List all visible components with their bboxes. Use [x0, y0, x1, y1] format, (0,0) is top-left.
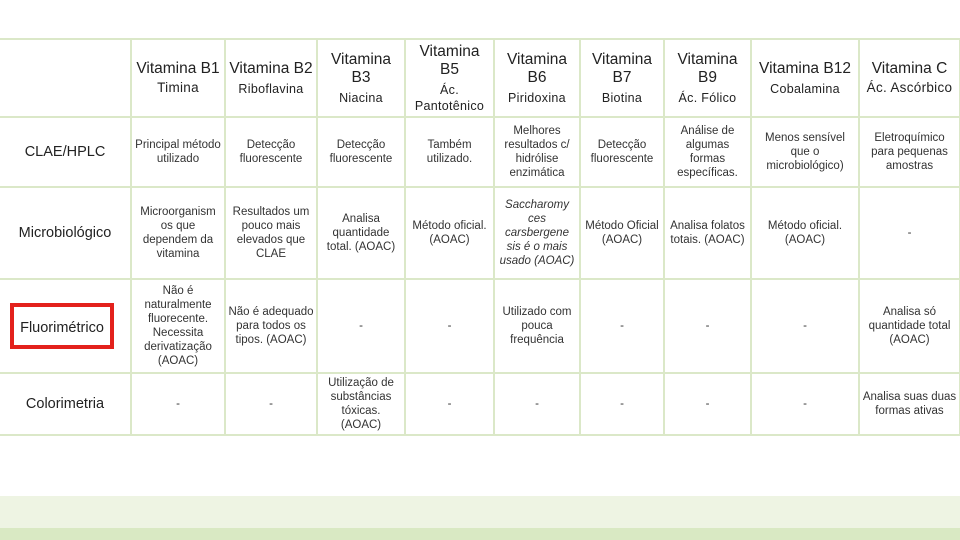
row-label: Microbiológico — [0, 187, 131, 279]
table-cell: - — [405, 373, 494, 435]
table-cell: - — [494, 373, 580, 435]
table-cell: Analisa suas duas formas ativas — [859, 373, 960, 435]
vitamin-name: Vitamina B6 — [506, 50, 568, 86]
vitamin-subname: Piridoxina — [508, 90, 566, 105]
footer-band-bottom — [0, 528, 960, 540]
table-cell: - — [225, 373, 317, 435]
row-label: CLAE/HPLC — [0, 117, 131, 187]
vitamin-subname: Timina — [157, 80, 199, 95]
header-b9 — [664, 39, 751, 117]
table-cell: Também utilizado. — [405, 117, 494, 187]
table-cell: - — [751, 279, 859, 373]
table-cell: Método oficial. (AOAC) — [405, 187, 494, 279]
table-row — [0, 117, 960, 187]
vitamin-methods-table — [0, 38, 960, 436]
header-row — [0, 39, 960, 117]
table-cell: Saccharomy ces carsbergene sis é o mais usado (AOAC) — [494, 187, 580, 279]
table-row — [0, 373, 960, 435]
corner-cell — [0, 39, 131, 117]
table-cell: Detecção fluorescente — [225, 117, 317, 187]
vitamin-methods-table-wrapper — [0, 38, 960, 436]
table-cell: Analisa quantidade total. (AOAC) — [317, 187, 405, 279]
vitamin-name: Vitamina B3 — [330, 50, 392, 86]
vitamin-name: Vitamina C — [871, 60, 948, 77]
table-cell: Não é naturalmente fluorecente. Necessita derivatização (AOAC) — [131, 279, 225, 373]
table-cell: - — [405, 279, 494, 373]
header-b7 — [580, 39, 664, 117]
vitamin-subname: Cobalamina — [770, 81, 840, 96]
table-cell: Melhores resultados c/ hidrólise enzimática — [494, 117, 580, 187]
header-b2 — [225, 39, 317, 117]
table-cell: Resultados um pouco mais elevados que CLAE — [225, 187, 317, 279]
table-cell: Menos sensível que o microbiológico) — [751, 117, 859, 187]
vitamin-name: Vitamina B2 — [229, 59, 313, 77]
table-cell: Principal método utilizado — [131, 117, 225, 187]
row-label-cell — [0, 279, 131, 373]
table-cell: Eletroquímico para pequenas amostras — [859, 117, 960, 187]
table-cell: Não é adequado para todos os tipos. (AOAC) — [225, 279, 317, 373]
table-row — [0, 187, 960, 279]
table-cell: Utilizado com pouca frequência — [494, 279, 580, 373]
table-cell: - — [664, 373, 751, 435]
table-cell: - — [131, 373, 225, 435]
header-b12 — [751, 39, 859, 117]
table-cell: - — [580, 279, 664, 373]
vitamin-subname: Ác. Ascórbico — [866, 80, 953, 95]
table-cell: Detecção fluorescente — [317, 117, 405, 187]
table-cell: Analisa folatos totais. (AOAC) — [664, 187, 751, 279]
table-cell: Método Oficial (AOAC) — [580, 187, 664, 279]
table-cell: - — [317, 279, 405, 373]
table-cell: - — [580, 373, 664, 435]
footer-band — [0, 496, 960, 528]
vitamin-name: Vitamina B9 — [677, 50, 738, 86]
vitamin-subname: Ác. Fólico — [678, 90, 737, 105]
vitamin-name: Vitamina B12 — [759, 59, 851, 77]
row-label: Fluorimétrico — [20, 320, 104, 336]
table-cell: Analisa só quantidade total (AOAC) — [859, 279, 960, 373]
table-row — [0, 279, 960, 373]
table-cell: - — [751, 373, 859, 435]
header-c — [859, 39, 960, 117]
vitamin-subname: Ác. Pantotênico — [414, 82, 485, 113]
vitamin-subname: Niacina — [339, 90, 383, 105]
table-cell: - — [859, 187, 960, 279]
vitamin-name: Vitamina B7 — [591, 50, 653, 86]
table-cell: Microorganism os que dependem da vitamina — [131, 187, 225, 279]
vitamin-subname: Riboflavina — [238, 81, 304, 96]
table-cell: Método oficial. (AOAC) — [751, 187, 859, 279]
table-cell: Detecção fluorescente — [580, 117, 664, 187]
header-b6 — [494, 39, 580, 117]
row-label: Colorimetria — [0, 373, 131, 435]
header-b5 — [405, 39, 494, 117]
header-b3 — [317, 39, 405, 117]
highlight-box — [10, 303, 114, 349]
vitamin-name: Vitamina B5 — [419, 42, 480, 78]
header-b1 — [131, 39, 225, 117]
vitamin-subname: Biotina — [601, 90, 643, 105]
table-cell: Utilização de substâncias tóxicas. (AOAC) — [317, 373, 405, 435]
vitamin-name: Vitamina B1 — [136, 60, 220, 77]
table-cell: - — [664, 279, 751, 373]
table-cell: Análise de algumas formas específicas. — [664, 117, 751, 187]
